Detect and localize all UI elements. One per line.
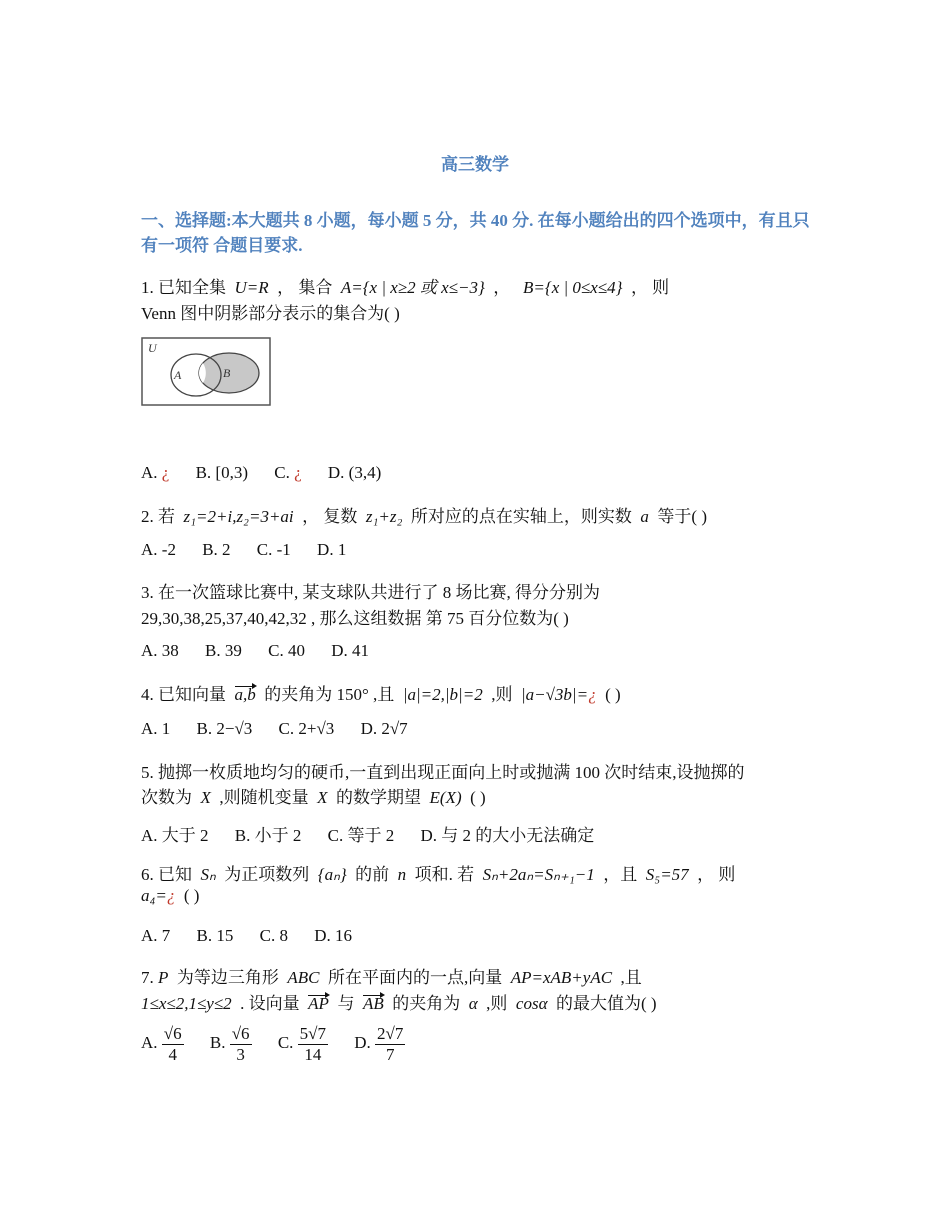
q5-line2: 次数为 X ,则随机变量 X 的数学期望 E(X) ( ) (141, 788, 486, 807)
q7-option-a[interactable]: A. $\frac{√6}{4}$ (141, 1024, 182, 1064)
q6-line2: a₄=¿ ( ) (141, 886, 200, 905)
q2-option-b[interactable]: B. 2 (202, 540, 231, 559)
q7-options (141, 1024, 427, 1065)
q7-option-d[interactable]: D. $\frac{2√7}{7}$ (354, 1024, 404, 1064)
venn-label-b: B (223, 366, 231, 380)
q4-option-a[interactable]: A. 1 (141, 719, 171, 738)
q2-option-a[interactable]: A. -2 (141, 540, 176, 559)
q2-options (141, 540, 368, 560)
q3-option-a[interactable]: A. 38 (141, 641, 179, 660)
q4-line: 4. 已知向量 a,b 的夹角为 150° ,且 |a|=2,|b|=2 ,则 |a−√3b|=¿ ( ) (141, 685, 621, 704)
q6-option-a[interactable]: A. 7 (141, 926, 171, 945)
q6-option-d[interactable]: D. 16 (314, 926, 352, 945)
q1-option-c[interactable]: C. ¿ (274, 463, 302, 482)
q7-line2: 1≤x≤2,1≤y≤2 . 设向量 AP 与 AB 的夹角为 α ,则 cosα 的最大值为( ) (141, 994, 657, 1013)
q3-option-d[interactable]: D. 41 (331, 641, 369, 660)
q4-option-c[interactable]: C. 2+√3 (278, 719, 335, 738)
q4-option-b[interactable]: B. 2−√3 (196, 719, 253, 738)
q5-option-b[interactable]: B. 小于 2 (234, 826, 302, 845)
vectors-ab: a,b (234, 685, 256, 704)
q5-option-c[interactable]: C. 等于 2 (327, 826, 395, 845)
venn-label-a: A (174, 368, 182, 382)
q2-line: 2. 若 z₁=2+i,z₂=3+ai ， 复数 z₁+z₂ 所对应的点在实轴上，则实数 a 等于( ) (141, 507, 707, 526)
q3-option-c[interactable]: C. 40 (268, 641, 305, 660)
q7-line1: 7. P 为等边三角形 ABC 所在平面内的一点,向量 AP=xAB+yAC ,且 (141, 968, 642, 987)
q2-option-c[interactable]: C. -1 (256, 540, 291, 559)
q1-option-d[interactable]: D. (3,4) (327, 463, 382, 482)
q1-line2: Venn 图中阴影部分表示的集合为( ) (141, 304, 400, 323)
q6-option-b[interactable]: B. 15 (196, 926, 234, 945)
page-title: 高三数学 (441, 155, 509, 174)
q4-options (141, 719, 430, 739)
q3-options (141, 641, 391, 661)
venn-label-u: U (148, 341, 157, 355)
q1-options (141, 463, 403, 483)
q4-option-d[interactable]: D. 2√7 (360, 719, 408, 738)
q3-option-b[interactable]: B. 39 (205, 641, 242, 660)
venn-diagram (141, 337, 271, 407)
q5-options (141, 821, 616, 846)
q3-line2: 29,30,38,25,37,40,42,32 , 那么这组数据 第 75 百分位数为( ) (141, 609, 569, 628)
q3-line1: 3. 在一次篮球比赛中, 某支球队共进行了 8 场比赛, 得分分别为 (141, 583, 600, 602)
q5-option-d[interactable]: D. 与 2 的大小无法确定 (420, 826, 595, 845)
q6-options (141, 926, 374, 946)
q7-option-b[interactable]: B. $\frac{√6}{3}$ (209, 1024, 250, 1064)
q6-line1: 6. 已知 Sₙ 为正项数列 {aₙ} 的前 n 项和. 若 Sₙ+2aₙ=Sₙ₊₁−1 ，且 S₅=57 ， 则 (141, 865, 736, 884)
q1-option-b[interactable]: B. [0,3) (195, 463, 248, 482)
q5-option-a[interactable]: A. 大于 2 (141, 826, 209, 845)
q2-option-d[interactable]: D. 1 (317, 540, 347, 559)
q7-option-c[interactable]: C. $\frac{5√7}{14}$ (277, 1024, 326, 1064)
q1-line1: 1. 已知全集 U=R ， 集合 A={x | x≥2 或 x≤−3} ， B={x | 0≤x≤4} ， 则 (141, 278, 670, 297)
section-heading: 一、选择题:本大题共 8 小题，每小题 5 分，共 40 分. 在每小题给出的四个选项中，有且只有一项符 合题目要求. (141, 211, 810, 255)
q5-line1: 5. 抛掷一枚质地均匀的硬币,一直到出现正面向上时或抛满 100 次时结束,设抛掷的 (141, 763, 745, 782)
q1-option-a[interactable]: A. ¿ (141, 463, 170, 482)
q6-option-c[interactable]: C. 8 (259, 926, 288, 945)
